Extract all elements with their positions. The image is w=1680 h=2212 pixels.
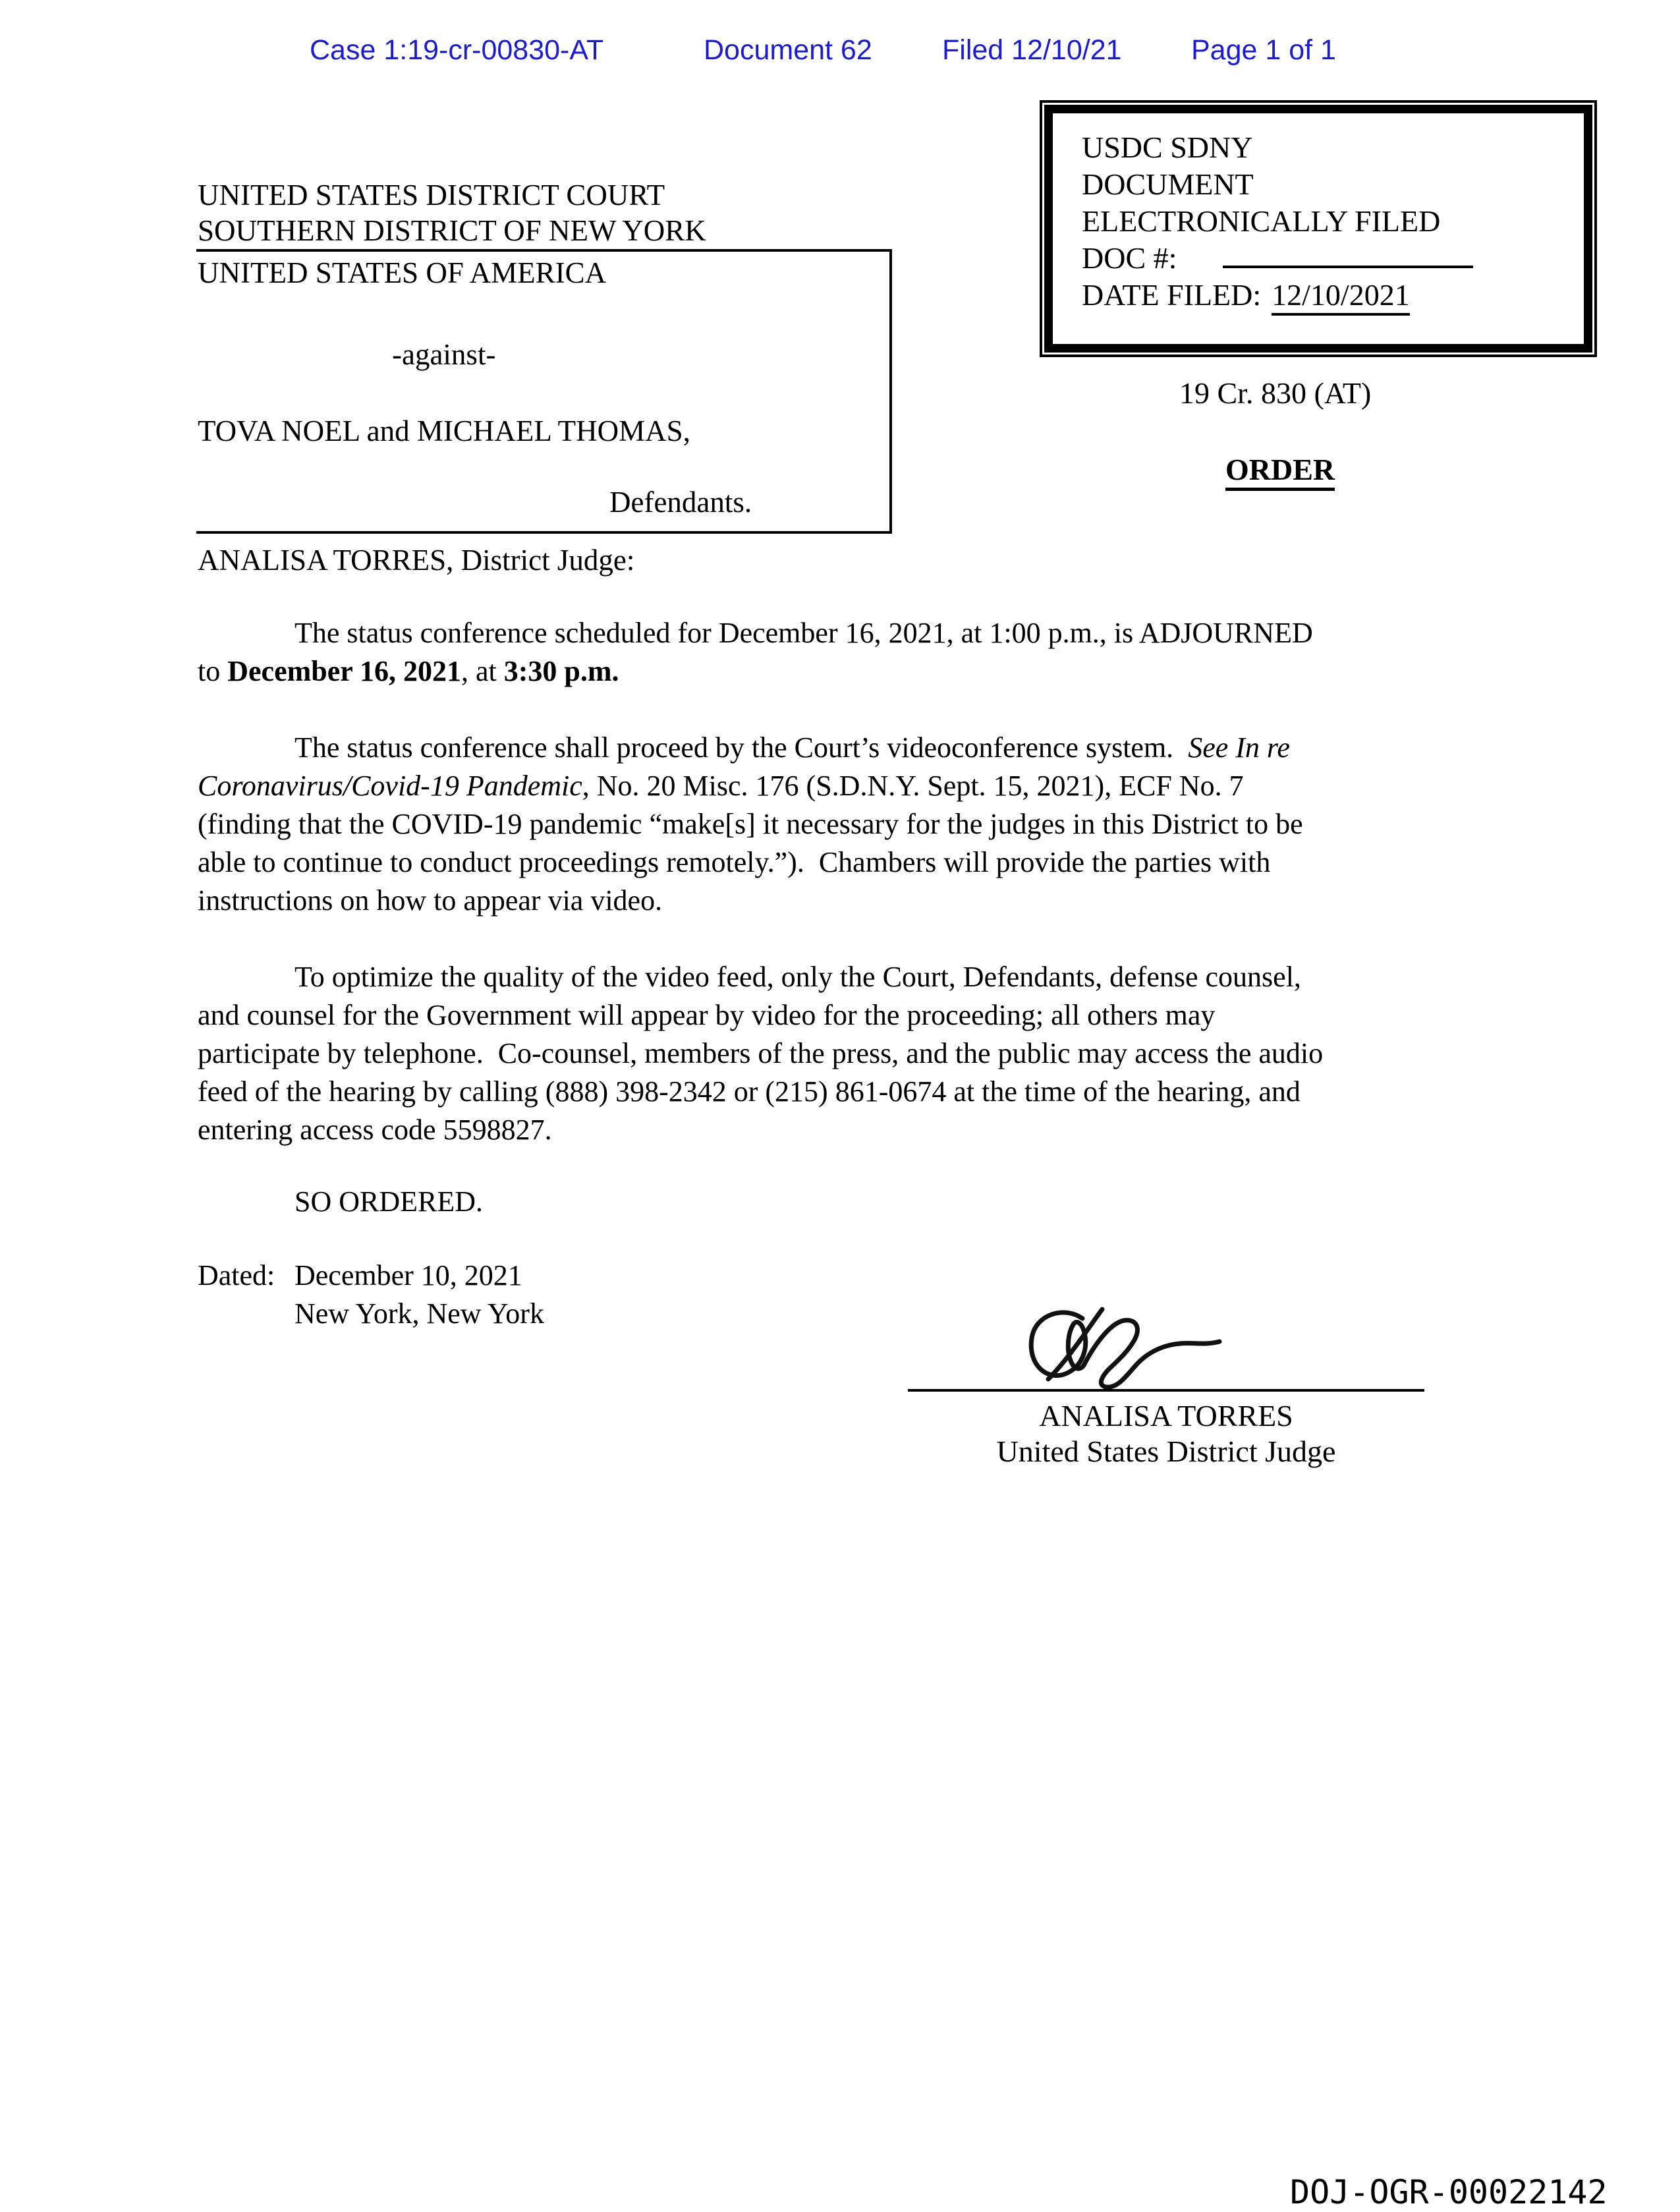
dated-place: New York, New York: [294, 1297, 544, 1330]
bold-adjourned-time: 3:30 p.m.: [503, 655, 619, 687]
paragraph-line: instructions on how to appear via video.: [198, 884, 663, 917]
paragraph-line: (finding that the COVID-19 pandemic “make[s] it necessary for the judges in this District to be: [198, 808, 1303, 840]
bates-number: DOJ-OGR-00022142: [1290, 2173, 1608, 2211]
paragraph-line: to December 16, 2021, at 3:30 p.m.: [198, 655, 619, 687]
stamp-date-filed-row: [1082, 277, 1573, 314]
stamp-doc-number-row: [1082, 240, 1573, 277]
dated-label: Dated:: [198, 1259, 275, 1291]
header-filed-date: Filed 12/10/21: [942, 34, 1122, 66]
stamp-court-abbrev: USDC SDNY: [1082, 130, 1253, 164]
stamp-document-word: DOCUMENT: [1082, 167, 1254, 201]
order-paragraph-3: [198, 958, 1509, 1149]
order-title: ORDER: [1225, 452, 1335, 491]
court-name-line2: SOUTHERN DISTRICT OF NEW YORK: [198, 214, 706, 247]
case-number: 19 Cr. 830 (AT): [1179, 376, 1372, 410]
caption-top-rule: [196, 249, 892, 252]
caption-right-rule: [889, 249, 892, 534]
paragraph-line: Coronavirus/Covid-19 Pandemic, No. 20 Misc. 176 (S.D.N.Y. Sept. 15, 2021), ECF No. 7: [198, 770, 1244, 802]
paragraph-line: The status conference shall proceed by the Court’s videoconference system. See In re: [294, 731, 1290, 764]
stamp-doc-blank-line: [1223, 241, 1473, 268]
signature-name: ANALISA TORRES: [1039, 1399, 1293, 1432]
judge-signature: [1024, 1303, 1222, 1390]
paragraph-line: To optimize the quality of the video feed, only the Court, Defendants, defense counsel,: [294, 961, 1301, 993]
defendant-names: TOVA NOEL and MICHAEL THOMAS,: [198, 414, 690, 447]
paragraph-line: feed of the hearing by calling (888) 398-2342 or (215) 861-0674 at the time of the hearing, and: [198, 1075, 1301, 1108]
header-page-count: Page 1 of 1: [1191, 34, 1336, 66]
court-name-line1: UNITED STATES DISTRICT COURT: [198, 179, 665, 212]
stamp-date-value: 12/10/2021: [1272, 278, 1410, 316]
order-paragraph-2: [198, 729, 1509, 920]
bold-adjourned-date: December 16, 2021: [227, 655, 461, 687]
filing-stamp-inner-border: [1044, 105, 1592, 353]
order-paragraph-1: [198, 614, 1509, 691]
judge-intro-line: ANALISA TORRES, District Judge:: [198, 544, 635, 577]
against-text: -against-: [392, 338, 496, 371]
italic-citation: See In re: [1188, 731, 1290, 764]
header-document-number: Document 62: [704, 34, 872, 66]
paragraph-line: The status conference scheduled for December 16, 2021, at 1:00 p.m., is ADJOURNED: [294, 617, 1313, 649]
dated-date: December 10, 2021: [294, 1259, 522, 1291]
header-case-number: Case 1:19-cr-00830-AT: [310, 34, 604, 66]
plaintiff-name: UNITED STATES OF AMERICA: [198, 256, 607, 289]
stamp-electronically-filed: ELECTRONICALLY FILED: [1082, 204, 1441, 238]
filing-stamp-box: [1040, 100, 1597, 357]
signature-rule: [908, 1389, 1424, 1392]
so-ordered-text: SO ORDERED.: [294, 1185, 484, 1218]
signature-title: United States District Judge: [996, 1434, 1336, 1468]
paragraph-line: and counsel for the Government will appear by video for the proceeding; all others may: [198, 999, 1216, 1031]
paragraph-line: entering access code 5598827.: [198, 1114, 552, 1146]
paragraph-line: participate by telephone. Co-counsel, members of the press, and the public may access the audio: [198, 1037, 1324, 1069]
stamp-doc-label: DOC #:: [1082, 241, 1177, 275]
italic-citation: Coronavirus/Covid-19 Pandemic: [198, 770, 582, 802]
defendants-label: Defendants.: [609, 486, 752, 519]
stamp-date-label: DATE FILED:: [1082, 278, 1262, 312]
paragraph-line: able to continue to conduct proceedings remotely.”). Chambers will provide the parties with: [198, 846, 1271, 878]
caption-bottom-rule: [196, 531, 892, 534]
